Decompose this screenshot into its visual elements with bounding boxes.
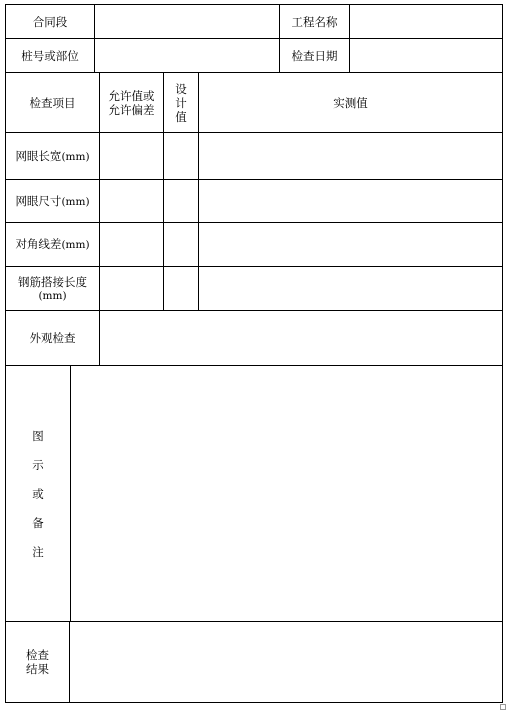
diagram-or-remarks-label [6, 366, 70, 621]
allowable-header-line1: 允许值或 [108, 88, 155, 103]
project-name-value[interactable] [350, 5, 502, 38]
row-label: 对角线差 [15, 237, 62, 251]
row-unit: (mm) [61, 150, 90, 163]
row-label: 网眼尺寸 [15, 193, 62, 208]
diagram-char: 注 [32, 544, 44, 559]
row-diagonal-diff [6, 223, 99, 266]
row-label: 网眼长宽 [15, 148, 62, 163]
corner-mark [500, 704, 506, 710]
diagram-char: 或 [32, 486, 44, 501]
allowable-header [100, 73, 163, 132]
row-rebar-lap-length [6, 267, 99, 310]
station-or-part-value[interactable] [95, 39, 279, 72]
vline [502, 4, 503, 703]
allowable-header-line2: 允许偏差 [108, 102, 155, 117]
result-line1: 检查 [26, 648, 49, 662]
diagram-char: 备 [32, 515, 44, 530]
row-label: 钢筋搭接长度 [18, 274, 87, 289]
inspection-result-value[interactable] [70, 622, 502, 702]
measured-value-header: 实测值 [333, 95, 368, 110]
row-unit: (mm) [61, 239, 90, 251]
appearance-check-label: 外观检查 [29, 331, 76, 345]
appearance-check-value[interactable] [100, 311, 502, 365]
project-name-label: 工程名称 [291, 14, 338, 29]
row-mesh-size [6, 180, 99, 222]
contract-section-value[interactable] [95, 5, 279, 38]
row-unit: (mm) [61, 195, 90, 208]
diagram-char: 图 [32, 428, 44, 443]
inspection-date-value[interactable] [350, 39, 502, 72]
design-header-char2: 计 [175, 95, 187, 110]
result-line2: 结果 [26, 662, 49, 676]
hline [5, 702, 503, 703]
contract-section-label: 合同段 [32, 14, 68, 29]
inspection-date-label: 检查日期 [291, 48, 338, 63]
station-or-part-label: 桩号或部位 [21, 48, 79, 63]
inspection-result-label [6, 622, 69, 702]
row-mesh-length-width [6, 133, 99, 179]
design-header-char3: 值 [175, 109, 187, 124]
design-value-header [164, 73, 198, 132]
diagram-area[interactable] [71, 366, 502, 621]
row-unit: (mm) [38, 289, 67, 302]
check-item-header: 检查项目 [29, 95, 76, 110]
diagram-char: 示 [32, 457, 44, 472]
design-header-char1: 设 [175, 81, 187, 96]
